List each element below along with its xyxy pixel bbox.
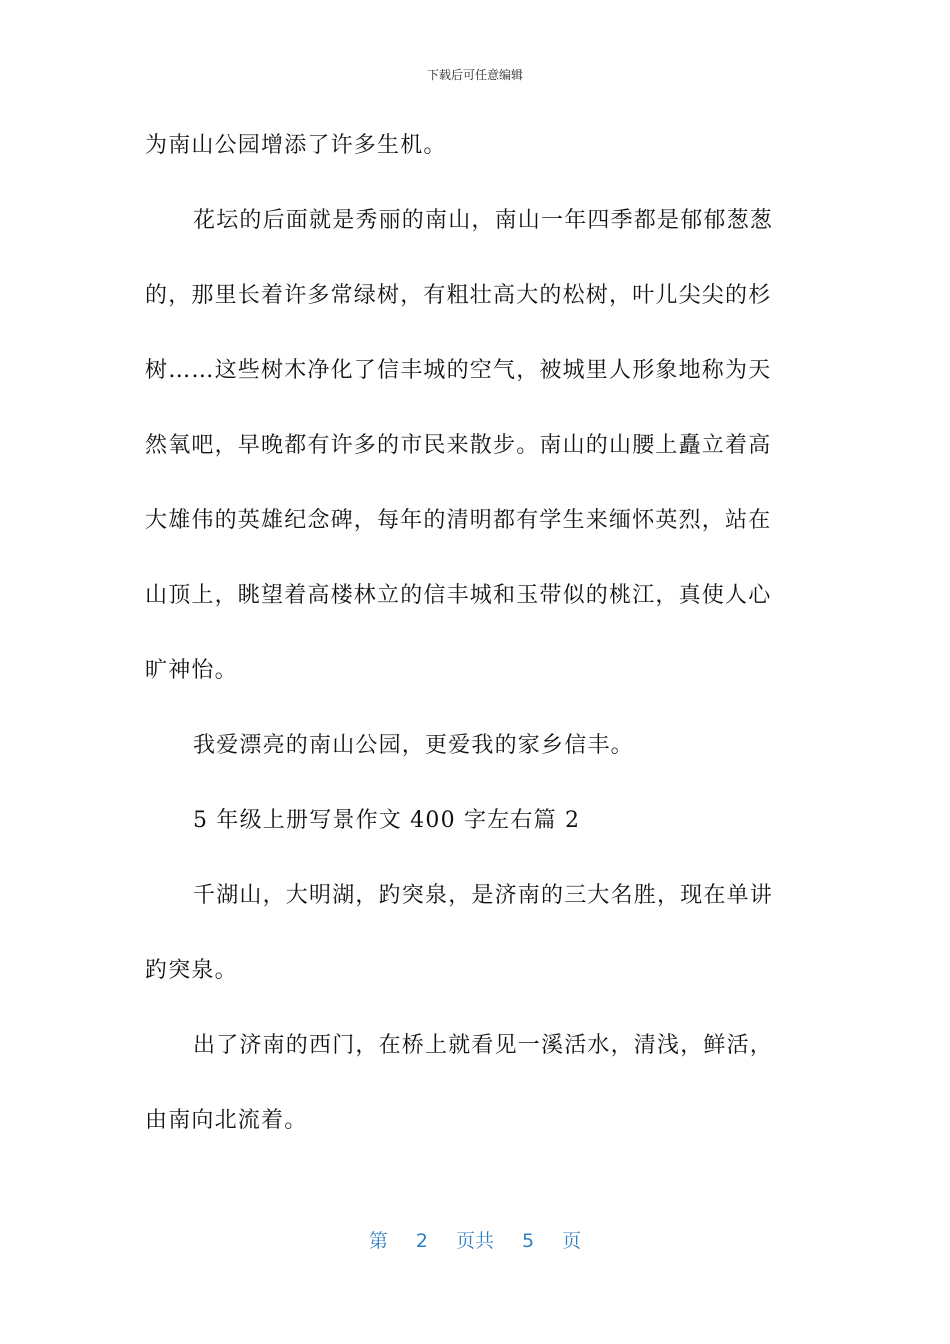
current-page-number: 2 <box>415 1230 428 1252</box>
paragraph-line: 旷神怡。 <box>145 658 238 683</box>
paragraph-line: 山顶上，眺望着高楼林立的信丰城和玉带似的桃江，真使人心 <box>145 583 772 608</box>
section-heading: 5 年级上册写景作文 400 字左右篇 2 <box>193 808 581 833</box>
paragraph-line: 由南向北流着。 <box>145 1108 308 1133</box>
paragraph-line: 树……这些树木净化了信丰城的空气，被城里人形象地称为天 <box>145 358 772 383</box>
paragraph-line: 趵突泉。 <box>145 958 238 983</box>
paragraph-line: 我爱漂亮的南山公园，更爱我的家乡信丰。 <box>193 733 634 758</box>
paragraph-line: 千湖山，大明湖，趵突泉，是济南的三大名胜，现在单讲 <box>193 883 774 908</box>
page-prefix: 第 <box>368 1230 388 1252</box>
header-note: 下载后可任意编辑 <box>426 68 523 82</box>
paragraph-line: 大雄伟的英雄纪念碑，每年的清明都有学生来缅怀英烈，站在 <box>145 508 772 533</box>
total-pages-number: 5 <box>522 1230 535 1252</box>
paragraph-line: 花坛的后面就是秀丽的南山，南山一年四季都是郁郁葱葱 <box>193 208 774 233</box>
page-suffix: 页 <box>562 1230 582 1252</box>
paragraph-line: 为南山公园增添了许多生机。 <box>145 133 447 158</box>
paragraph-line: 出了济南的西门，在桥上就看见一溪活水，清浅，鲜活， <box>193 1033 774 1058</box>
paragraph-line: 然氧吧，早晚都有许多的市民来散步。南山的山腰上矗立着高 <box>145 433 772 458</box>
document-body <box>145 128 793 1178</box>
page-number-footer <box>0 1226 950 1253</box>
page-mid-text: 页共 <box>455 1230 494 1252</box>
paragraph-line: 的，那里长着许多常绿树，有粗壮高大的松树，叶儿尖尖的杉 <box>145 283 772 308</box>
